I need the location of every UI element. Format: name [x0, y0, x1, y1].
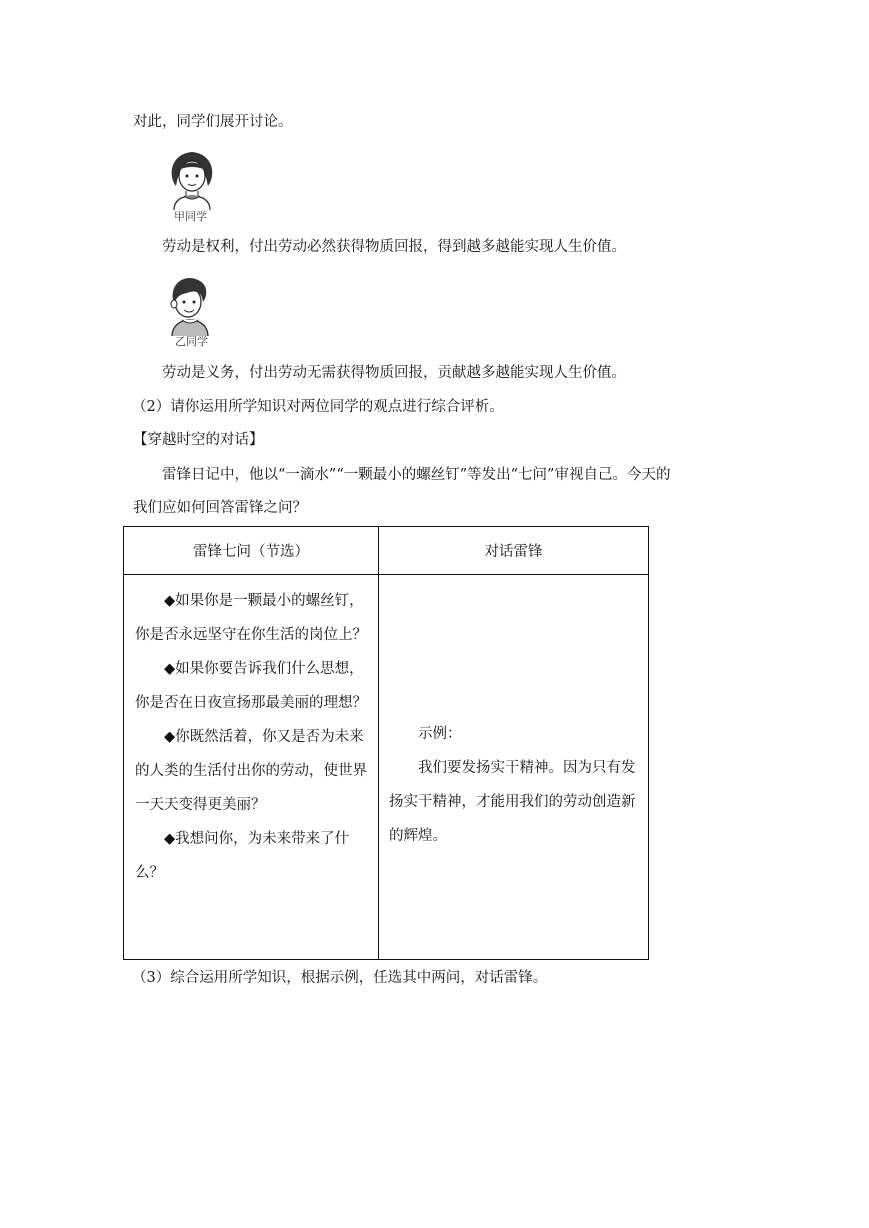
table-header-left: 雷锋七问（节选）: [124, 527, 379, 575]
leifeng-questions-table: [123, 526, 649, 960]
leifeng-question-1: ◆如果你是一颗最小的螺丝钉，你是否永远坚守在你生活的岗位上？: [135, 593, 367, 643]
question-3: （3）综合运用所学知识，根据示例，任选其中两问，对话雷锋。: [132, 970, 548, 986]
boy-face-icon: [160, 272, 220, 336]
table-body-row: [124, 575, 649, 960]
section-title: 【穿越时空的对话】: [133, 432, 264, 448]
girl-face-icon: [162, 146, 222, 210]
question-2: （2）请你运用所学知识对两位同学的观点进行综合评析。: [132, 399, 504, 415]
section-paragraph-line2: 我们应如何回答雷锋之问？: [133, 500, 307, 516]
student-b-avatar: [160, 272, 220, 350]
student-a-caption: 甲同学: [174, 210, 207, 223]
leifeng-question-2: ◆如果你要告诉我们什么思想，你是否在日夜宣扬那最美丽的理想？: [135, 661, 367, 711]
student-a-view: 劳动是权利，付出劳动必然获得物质回报，得到越多越能实现人生价值。: [162, 239, 626, 255]
leifeng-question-4: ◆我想问你，为未来带来了什么？: [135, 831, 350, 881]
intro-text: 对此，同学们展开讨论。: [133, 114, 293, 130]
questions-cell: [124, 575, 379, 960]
example-text: 我们要发扬实干精神。因为只有发扬实干精神，才能用我们的劳动创造新的辉煌。: [389, 760, 636, 844]
student-b-view: 劳动是义务，付出劳动无需获得物质回报，贡献越多越能实现人生价值。: [162, 365, 626, 381]
student-a-avatar: [162, 146, 222, 224]
table-header-row: [124, 527, 649, 575]
section-paragraph-line1: 雷锋日记中，他以“一滴水”“一颗最小的螺丝钉”等发出“七问”审视自己。今天的: [162, 467, 671, 483]
leifeng-question-3: ◆你既然活着，你又是否为未来的人类的生活付出你的劳动，使世界一天天变得更美丽？: [135, 729, 367, 813]
example-label: 示例：: [418, 726, 462, 742]
table-header-right: 对话雷锋: [379, 527, 649, 575]
answer-cell: [379, 575, 649, 960]
student-b-caption: 乙同学: [175, 335, 208, 348]
